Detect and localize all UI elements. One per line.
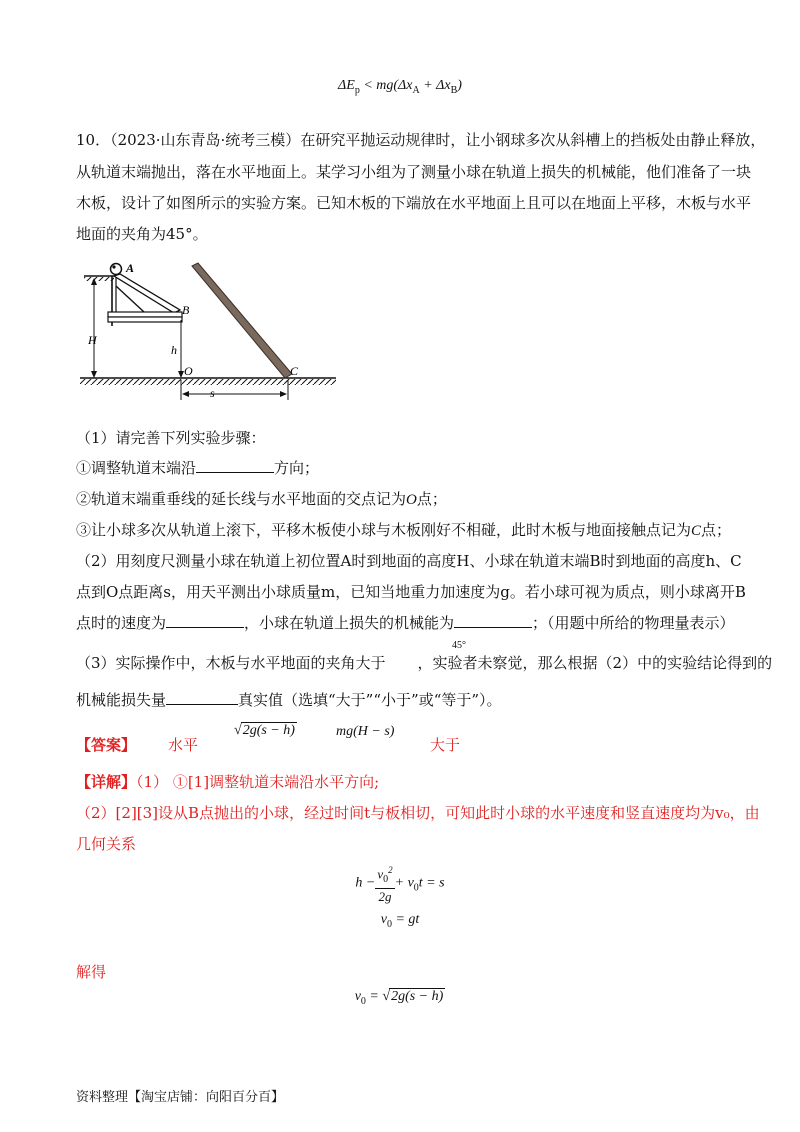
label-s: s xyxy=(210,386,215,400)
q1-title: （1）请完善下列实验步骤： xyxy=(76,429,266,447)
answer-1: 水平 xyxy=(168,736,199,754)
step-2: ②轨道末端重垂线的延长线与水平地面的交点记为O点； xyxy=(76,490,447,508)
problem-line-4: 地面的夹角为45°。 xyxy=(76,225,208,243)
problem-line-2: 从轨道末端抛出，落在水平地面上。某学习小组为了测量小球在轨道上损失的机械能，他们准备了一块 xyxy=(76,163,752,181)
ground-hatch xyxy=(80,379,336,385)
problem-line-3: 木板，设计了如图所示的实验方案。已知木板的下端放在水平地面上且可以在地面上平移，木板与水平 xyxy=(76,194,752,212)
q2-line-2: 点到O点距离s，用天平测出小球质量m，已知当地重力加速度为g。若小球可视为质点，则小球离开B xyxy=(76,583,746,601)
detail-line-3: 几何关系 xyxy=(76,835,137,853)
equation-1: h − $\frac{v_0^2}{2g}$ + $v_0t = s$ xyxy=(0,862,800,905)
q2-line-3: 点时的速度为 ，小球在轨道上损失的机械能为 ；（用题中所给的物理量表示） xyxy=(76,614,735,632)
footer-text: 资料整理【淘宝店铺：向阳百分百】 xyxy=(76,1090,285,1105)
equation-3: $v_0 = √2g(s - h)$ xyxy=(354,989,444,1007)
label-o: O xyxy=(184,364,193,378)
ball-a xyxy=(111,264,122,275)
q2-line-1: （2）用刻度尺测量小球在轨道上初位置A时到地面的高度H、小球在轨道末端B时到地面的高度h、C xyxy=(76,552,742,570)
blank-3 xyxy=(454,613,532,628)
blank-2 xyxy=(166,613,244,628)
answer-3: mg(H − s) xyxy=(336,724,395,739)
label-c: C xyxy=(290,364,299,378)
solve-label: 解得 xyxy=(76,963,107,981)
detail-line-1: 【详解】（1） ①[1]调整轨道末端沿水平方向; xyxy=(76,773,380,791)
detail-line-2: （2）[2][3]设从B点抛出的小球，经过时间t与板相切，可知此时小球的水平速度和竖直速度均为v₀，由 xyxy=(76,804,760,822)
detail-tag: 【详解】 xyxy=(76,773,137,791)
problem-text-1: 在研究平抛运动规律时，让小钢球多次从斜槽上的挡板处由静止释放， xyxy=(300,131,766,149)
wooden-board xyxy=(192,263,292,378)
q3-angle-sup: 45° xyxy=(452,640,466,651)
problem-line-1 xyxy=(76,130,765,150)
problem-source: （2023·山东青岛·统考三模） xyxy=(110,131,301,149)
q3-line-1: （3）实际操作中，木板与水平地面的夹角大于 ，实验者未察觉，那么根据（2）中的实验结论得到的 xyxy=(76,654,773,672)
label-h-big: H xyxy=(88,333,97,347)
experiment-figure xyxy=(74,258,344,408)
answer-tag: 【答案】 xyxy=(76,736,137,754)
step-3: ③让小球多次从轨道上滚下，平移木板使小球与木板刚好不相碰，此时木板与地面接触点记为C点； xyxy=(76,521,732,539)
problem-number: 10． xyxy=(76,131,111,149)
q3-line-2: 机械能损失量 真实值（选填“大于”“小于”或“等于”）。 xyxy=(76,691,502,709)
blank-4 xyxy=(166,690,238,705)
blank-1 xyxy=(196,458,274,473)
label-b: B xyxy=(182,303,190,317)
answer-2: √2g(s − h) xyxy=(234,723,295,738)
label-h-small: h xyxy=(171,343,177,357)
equation-2: $v_0$ = gt xyxy=(380,912,420,930)
top-formula: $\Delta E_p < mg(\Delta x_A + \Delta x_B)$ xyxy=(338,78,462,96)
step-1: ①调整轨道末端沿 方向； xyxy=(76,459,320,477)
answer-4: 大于 xyxy=(430,736,461,754)
table-bar xyxy=(108,312,182,317)
label-a: A xyxy=(126,261,135,275)
